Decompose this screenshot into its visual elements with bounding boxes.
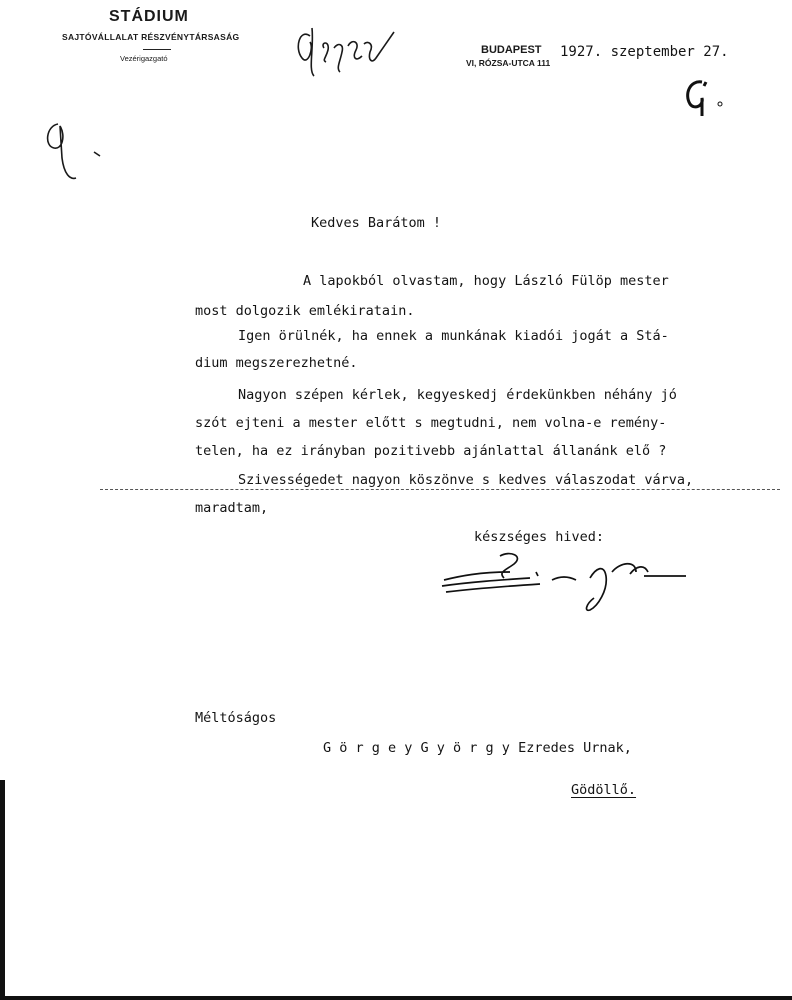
divider-short (143, 49, 171, 50)
letter-date: 1927. szeptember 27. (560, 44, 729, 60)
honorific: Méltóságos (195, 710, 277, 726)
body-line: Igen örülnék, ha ennek a munkának kiadói jogát a Stá- (238, 328, 669, 344)
scan-edge-bottom (0, 996, 792, 1000)
recipient-place: Gödöllő. (571, 782, 637, 798)
body-line: telen, ha ez irányban pozitivebb ajánlattal állanánk elő ? (195, 443, 667, 459)
city-label: BUDAPEST (481, 44, 542, 56)
body-line: Szivességedet nagyon köszönve s kedves válaszodat várva, (238, 472, 694, 488)
body-line: dium megszerezhetné. (195, 355, 358, 371)
company-subtitle: SAJTÓVÁLLALAT RÉSZVÉNYTÁRSASÁG (62, 32, 240, 42)
recipient-name: G ö r g e y G y ö r g y Ezredes Urnak, (323, 740, 632, 756)
role-label: Vezérigazgató (120, 54, 168, 63)
address-label: VI, RÓZSA-UTCA 111 (466, 58, 551, 68)
body-line: A lapokból olvastam, hogy László Fülöp mester (303, 273, 669, 289)
company-name: STÁDIUM (109, 8, 189, 25)
closing-phrase: készséges hived: (474, 529, 605, 545)
body-line: maradtam, (195, 500, 269, 516)
signature (440, 550, 690, 620)
scan-edge-left (0, 780, 5, 1000)
body-line: szót ejteni a mester előtt s megtudni, nem volna-e remény- (195, 415, 667, 431)
salutation: Kedves Barátom ! (311, 215, 442, 231)
body-line: Nagyon szépen kérlek, kegyeskedj érdekünkben néhány jó (238, 387, 677, 403)
handwritten-name-mark (290, 18, 400, 78)
body-line: most dolgozik emlékiratain. (195, 303, 415, 319)
handwritten-g-mark (680, 76, 730, 116)
handwritten-margin-mark (38, 118, 108, 188)
fold-line (100, 489, 780, 490)
